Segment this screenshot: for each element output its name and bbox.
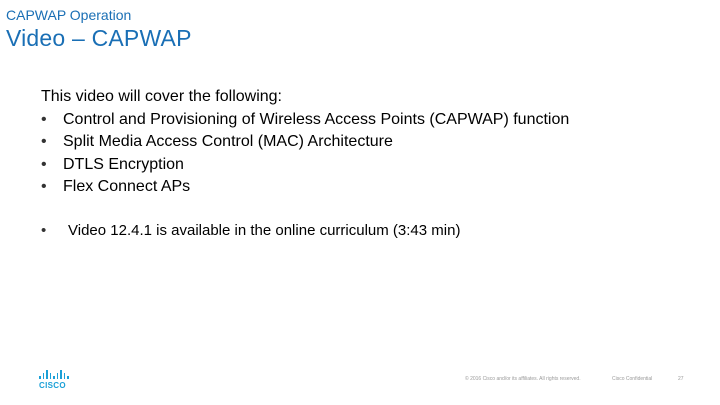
list-item-text: Split Media Access Control (MAC) Architecture	[63, 133, 393, 150]
list-item-text: DTLS Encryption	[63, 155, 184, 173]
list-item-text: Flex Connect APs	[63, 178, 191, 195]
cisco-logo-text: CISCO	[39, 381, 66, 390]
slide-content	[41, 86, 569, 199]
list-item	[41, 131, 569, 154]
video-note-text: Video 12.4.1 is available in the online curriculum (3:43 min)	[68, 222, 461, 239]
list-item	[41, 176, 569, 199]
page-number: 27	[678, 376, 684, 382]
list-item-text: Control and Provisioning of Wireless Access Points (CAPWAP) function	[63, 110, 570, 128]
list-item	[41, 154, 569, 177]
cisco-logo	[39, 370, 69, 390]
bullet-icon: •	[41, 133, 47, 150]
section-subtitle: CAPWAP Operation	[6, 7, 132, 23]
slide-title: Video – CAPWAP	[6, 25, 192, 51]
bullet-icon: •	[41, 110, 47, 128]
intro-text: This video will cover the following:	[41, 88, 282, 105]
video-note	[41, 222, 460, 239]
cisco-logo-bars-icon	[39, 370, 69, 379]
copyright-text: © 2016 Cisco and/or its affiliates. All rights reserved.	[465, 376, 581, 382]
bullet-icon: •	[41, 178, 47, 195]
topic-list	[41, 109, 569, 199]
confidential-label: Cisco Confidential	[612, 376, 653, 382]
bullet-icon: •	[41, 222, 47, 239]
bullet-icon: •	[41, 155, 47, 173]
list-item	[41, 109, 569, 132]
